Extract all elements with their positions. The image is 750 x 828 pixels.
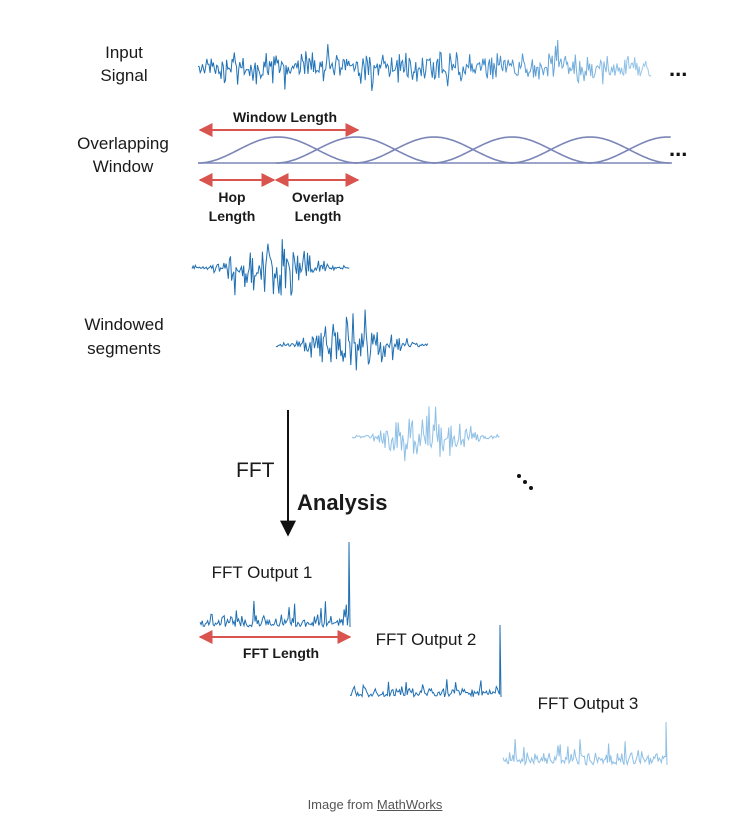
analysis-label: Analysis xyxy=(297,490,388,515)
fft-output-3-spectrum xyxy=(503,722,667,765)
windowed-segment-2 xyxy=(276,310,428,371)
window-length-label: Window Length xyxy=(232,109,338,125)
fft-output-3-label: FFT Output 3 xyxy=(537,694,639,713)
fft-output-1-label: FFT Output 1 xyxy=(211,563,313,582)
input-signal-label-line1: Input xyxy=(105,43,143,62)
windowed-segment-1 xyxy=(192,239,349,295)
overlapping-window-ellipsis: ... xyxy=(669,136,688,161)
hop-length-label-line2: Length xyxy=(208,208,256,224)
windowed-segment-3 xyxy=(352,406,499,461)
segments-ellipsis xyxy=(517,474,533,490)
image-caption xyxy=(0,797,750,812)
mathworks-link[interactable]: MathWorks xyxy=(376,797,443,812)
overlapping-window-curves xyxy=(198,137,671,163)
input-signal-ellipsis: ... xyxy=(669,56,688,81)
input-signal-label-line2: Signal xyxy=(100,66,148,85)
windowed-segments-label-line2: segments xyxy=(87,339,161,358)
fft-output-1-spectrum xyxy=(200,542,350,627)
overlapping-window-label-line2: Window xyxy=(92,157,154,176)
input-signal-waveform xyxy=(198,40,651,91)
overlapping-window-label-line1: Overlapping xyxy=(77,134,169,153)
fft-output-2-label: FFT Output 2 xyxy=(375,630,477,649)
fft-length-label: FFT Length xyxy=(242,645,320,661)
caption-prefix: Image from xyxy=(307,797,377,812)
fft-label: FFT xyxy=(236,459,275,482)
overlap-length-label-line2: Length xyxy=(294,208,342,224)
hop-length-label-line1: Hop xyxy=(218,189,246,205)
overlap-length-label-line1: Overlap xyxy=(291,189,345,205)
windowed-segments-label-line1: Windowed xyxy=(84,315,164,334)
window-curve xyxy=(588,137,671,163)
